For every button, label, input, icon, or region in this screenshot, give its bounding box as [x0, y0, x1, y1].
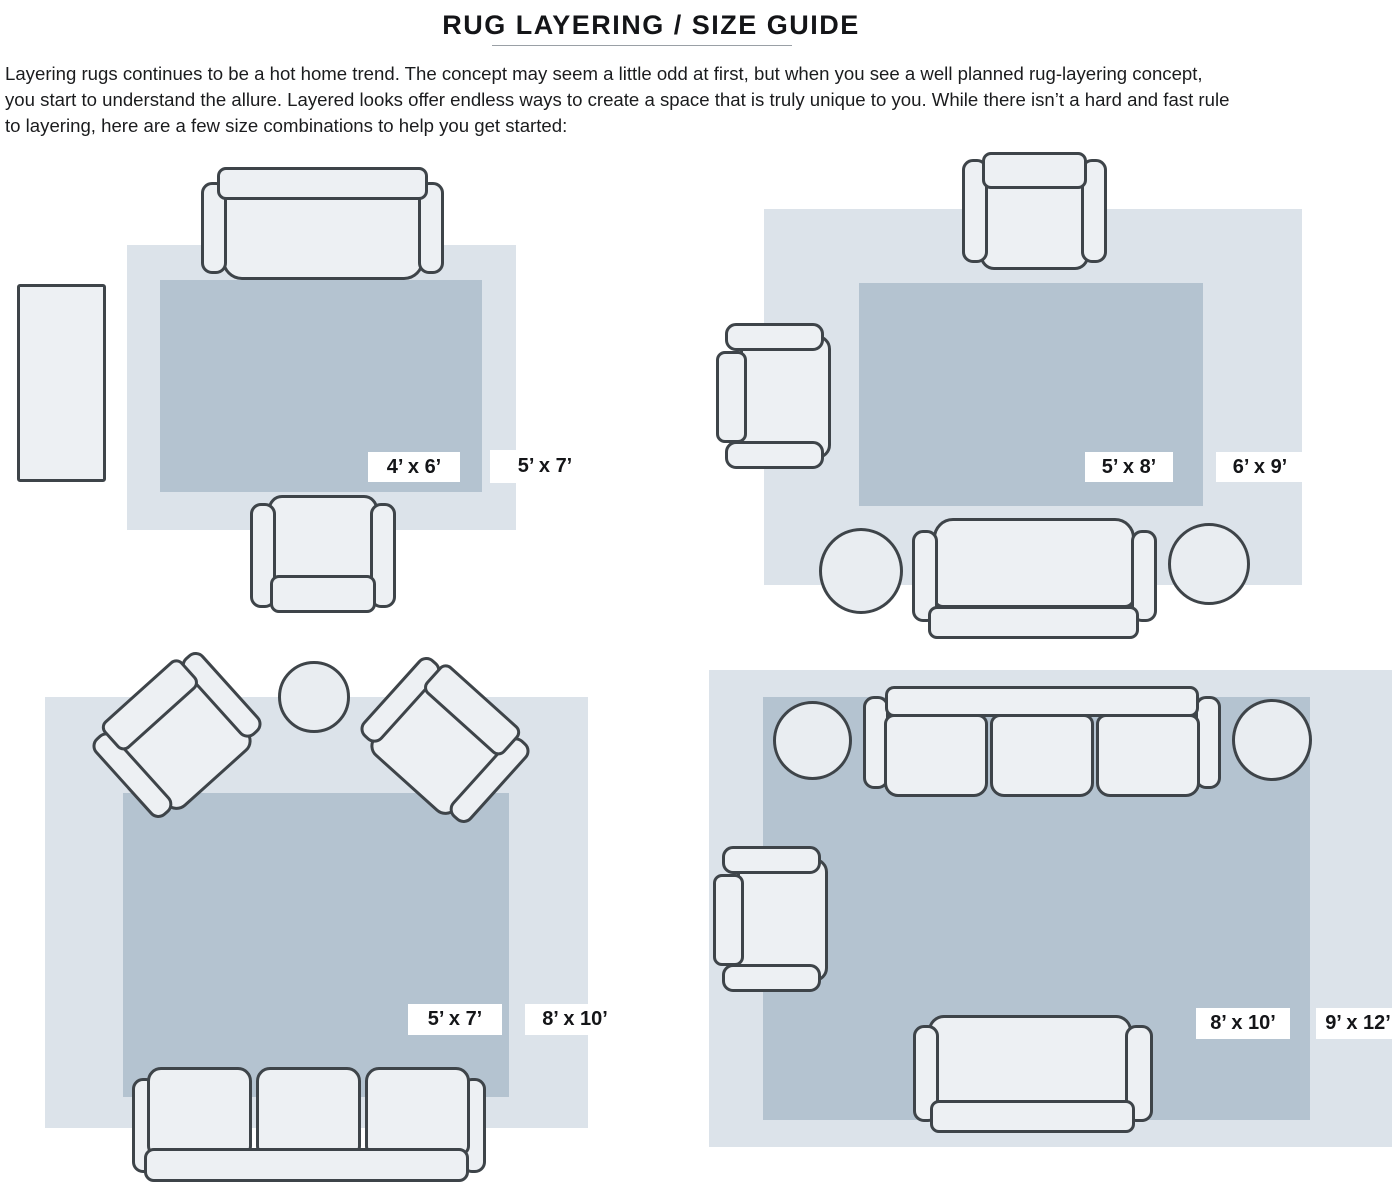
- pouf-left: [773, 701, 852, 780]
- armchair-arm-top: [722, 846, 821, 874]
- armchair-left: [713, 846, 832, 994]
- sofa-cushion-2: [256, 1067, 361, 1156]
- armchair-back-cushion: [716, 351, 747, 443]
- round-table: [278, 661, 350, 733]
- armchair-top: [962, 152, 1107, 270]
- sofa-back-cushion: [928, 606, 1139, 639]
- sofa-body: [933, 518, 1135, 608]
- inner-rug-size-label: 4’ x 6’: [368, 452, 460, 482]
- inner-rug-size-label: 8’ x 10’: [1196, 1008, 1290, 1039]
- loveseat-back-cushion: [930, 1100, 1135, 1133]
- inner-rug-5x7: [123, 793, 509, 1097]
- intro-line-2: you start to understand the allure. Layered looks offer endless ways to create a space that is truly unique to you. While there isn’t a hard and fast rule: [5, 89, 1230, 110]
- sofa-cushion-3: [1096, 714, 1200, 797]
- armchair: [250, 495, 396, 615]
- title-divider: [492, 45, 792, 46]
- sofa-bottom: [912, 518, 1157, 640]
- outer-rug-size-label: 6’ x 9’: [1216, 452, 1304, 482]
- page-title: RUG LAYERING / SIZE GUIDE: [442, 10, 860, 40]
- armchair-body: [980, 176, 1089, 270]
- outer-rug-size-label: 8’ x 10’: [525, 1004, 625, 1035]
- pouf-right: [1232, 699, 1312, 781]
- sofa-cushion-2: [990, 714, 1094, 797]
- pouf-right: [1168, 523, 1250, 605]
- inner-rug-size-label: 5’ x 7’: [408, 1004, 502, 1035]
- loveseat-body: [928, 1015, 1132, 1107]
- sofa-cushion-3: [365, 1067, 470, 1156]
- armchair-back-cushion: [982, 152, 1087, 189]
- sofa-cushion-1: [884, 714, 988, 797]
- intro-paragraph: [5, 61, 1229, 139]
- sofa-back-cushion: [144, 1148, 469, 1182]
- sofa-three-seat: [862, 686, 1222, 800]
- intro-line-1: Layering rugs continues to be a hot home trend. The concept may seem a little odd at first, but when you see a well planned rug-layering concept,: [5, 63, 1203, 84]
- loveseat: [913, 1015, 1153, 1133]
- sofa-back-cushion: [885, 686, 1199, 717]
- pouf-left: [819, 528, 903, 614]
- outer-rug-size-label: 5’ x 7’: [490, 450, 600, 483]
- inner-rug-size-label: 5’ x 8’: [1085, 452, 1173, 482]
- sofa-body: [222, 191, 424, 280]
- armchair-arm-bottom: [722, 964, 821, 992]
- armchair-back-cushion: [713, 874, 744, 966]
- armchair-back-cushion: [270, 575, 376, 613]
- console-table: [17, 284, 106, 482]
- armchair-left: [716, 323, 835, 471]
- intro-line-3: to layering, here are a few size combinations to help you get started:: [5, 115, 568, 136]
- sofa-back-cushion: [217, 167, 428, 200]
- armchair-arm-bottom: [725, 441, 824, 469]
- sofa: [201, 165, 444, 280]
- armchair-arm-top: [725, 323, 824, 351]
- sofa-three-seat: [130, 1062, 488, 1182]
- sofa-cushion-1: [147, 1067, 252, 1156]
- outer-rug-size-label: 9’ x 12’: [1316, 1008, 1397, 1039]
